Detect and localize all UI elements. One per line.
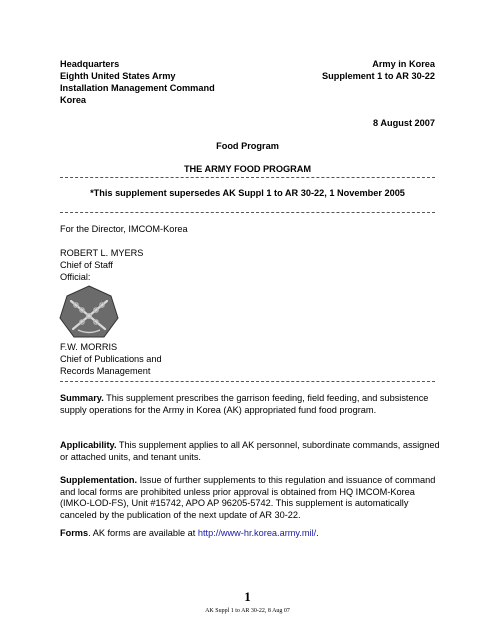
- supplementation-text: Issue of further supplements to this regulation and issuance of command and local forms are prohibited unless prior approval is obtained from HQ IMCOM-Korea (IMKO-LOD-FS), Unit #15742, APO AP 96205-5742. This supplement is automatically canceled by the publication of the next update of AR 30-22.: [60, 475, 436, 520]
- official-title-line-1: Chief of Publications and: [60, 354, 162, 364]
- header-left-line-2: Eighth United States Army: [60, 71, 176, 81]
- forms-paragraph: [60, 528, 445, 540]
- subject-title: Food Program: [216, 141, 279, 151]
- divider: [60, 177, 435, 178]
- footer-text: AK Suppl 1 to AR 30-22, 8 Aug 07: [205, 608, 290, 614]
- for-director-line: For the Director, IMCOM-Korea: [60, 224, 188, 234]
- supplementation-heading: Supplementation.: [60, 475, 138, 485]
- header-left-line-1: Headquarters: [60, 59, 120, 69]
- applicability-heading: Applicability.: [60, 440, 117, 450]
- supersedes-notice: *This supplement supersedes AK Suppl 1 to AR 30-22, 1 November 2005: [90, 188, 405, 198]
- header-right-line-1: Army in Korea: [372, 59, 435, 69]
- supplementation-paragraph: [60, 475, 445, 521]
- document-date: 8 August 2007: [373, 118, 435, 128]
- forms-link[interactable]: http://www-hr.korea.army.mil/: [197, 528, 317, 538]
- signer-name: ROBERT L. MYERS: [60, 248, 144, 258]
- header-right-line-2: Supplement 1 to AR 30-22: [322, 71, 435, 81]
- header-left-line-3: Installation Management Command: [60, 83, 215, 93]
- main-title: THE ARMY FOOD PROGRAM: [183, 164, 312, 174]
- applicability-paragraph: [60, 440, 445, 463]
- divider: [60, 381, 435, 382]
- applicability-text: This supplement applies to all AK personnel, subordinate commands, assigned or attached units, and tenant units.: [60, 440, 440, 462]
- official-label: Official:: [60, 272, 91, 282]
- forms-end: .: [316, 528, 319, 538]
- divider: [60, 212, 435, 213]
- signer-title: Chief of Staff: [60, 260, 113, 270]
- forms-heading: Forms: [60, 528, 89, 538]
- imcom-crest-icon: [58, 285, 120, 341]
- forms-text: . AK forms are available at: [88, 528, 198, 538]
- header-left-line-4: Korea: [60, 95, 87, 105]
- page-number: 1: [244, 589, 251, 604]
- official-title-line-2: Records Management: [60, 366, 151, 376]
- summary-text: This supplement prescribes the garrison feeding, field feeding, and subsistence supply operations for the Army in Korea (AK) appropriated fund food program.: [60, 393, 429, 415]
- summary-heading: Summary.: [60, 393, 104, 403]
- official-name: F.W. MORRIS: [60, 342, 118, 352]
- summary-paragraph: [60, 393, 445, 416]
